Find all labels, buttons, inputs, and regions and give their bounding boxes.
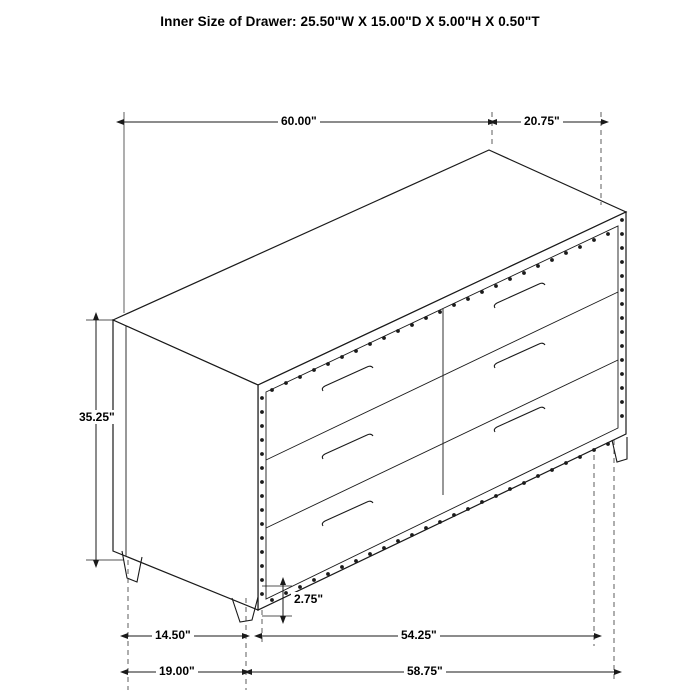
dim-label-base-left: 19.00" — [156, 664, 198, 678]
dim-label-top-width: 60.00" — [278, 114, 320, 128]
page-title: Inner Size of Drawer: 25.50"W X 15.00"D X 5.00"H X 0.50"T — [160, 14, 540, 29]
dim-label-front-width: 54.25" — [398, 628, 440, 642]
dim-label-left-offset: 14.50" — [152, 628, 194, 642]
dim-label-height: 35.25" — [76, 410, 118, 424]
dim-label-top-depth: 20.75" — [521, 114, 563, 128]
dresser-body — [113, 150, 627, 622]
dim-label-base-front: 58.75" — [404, 664, 446, 678]
dim-label-leg-height: 2.75" — [291, 592, 326, 606]
